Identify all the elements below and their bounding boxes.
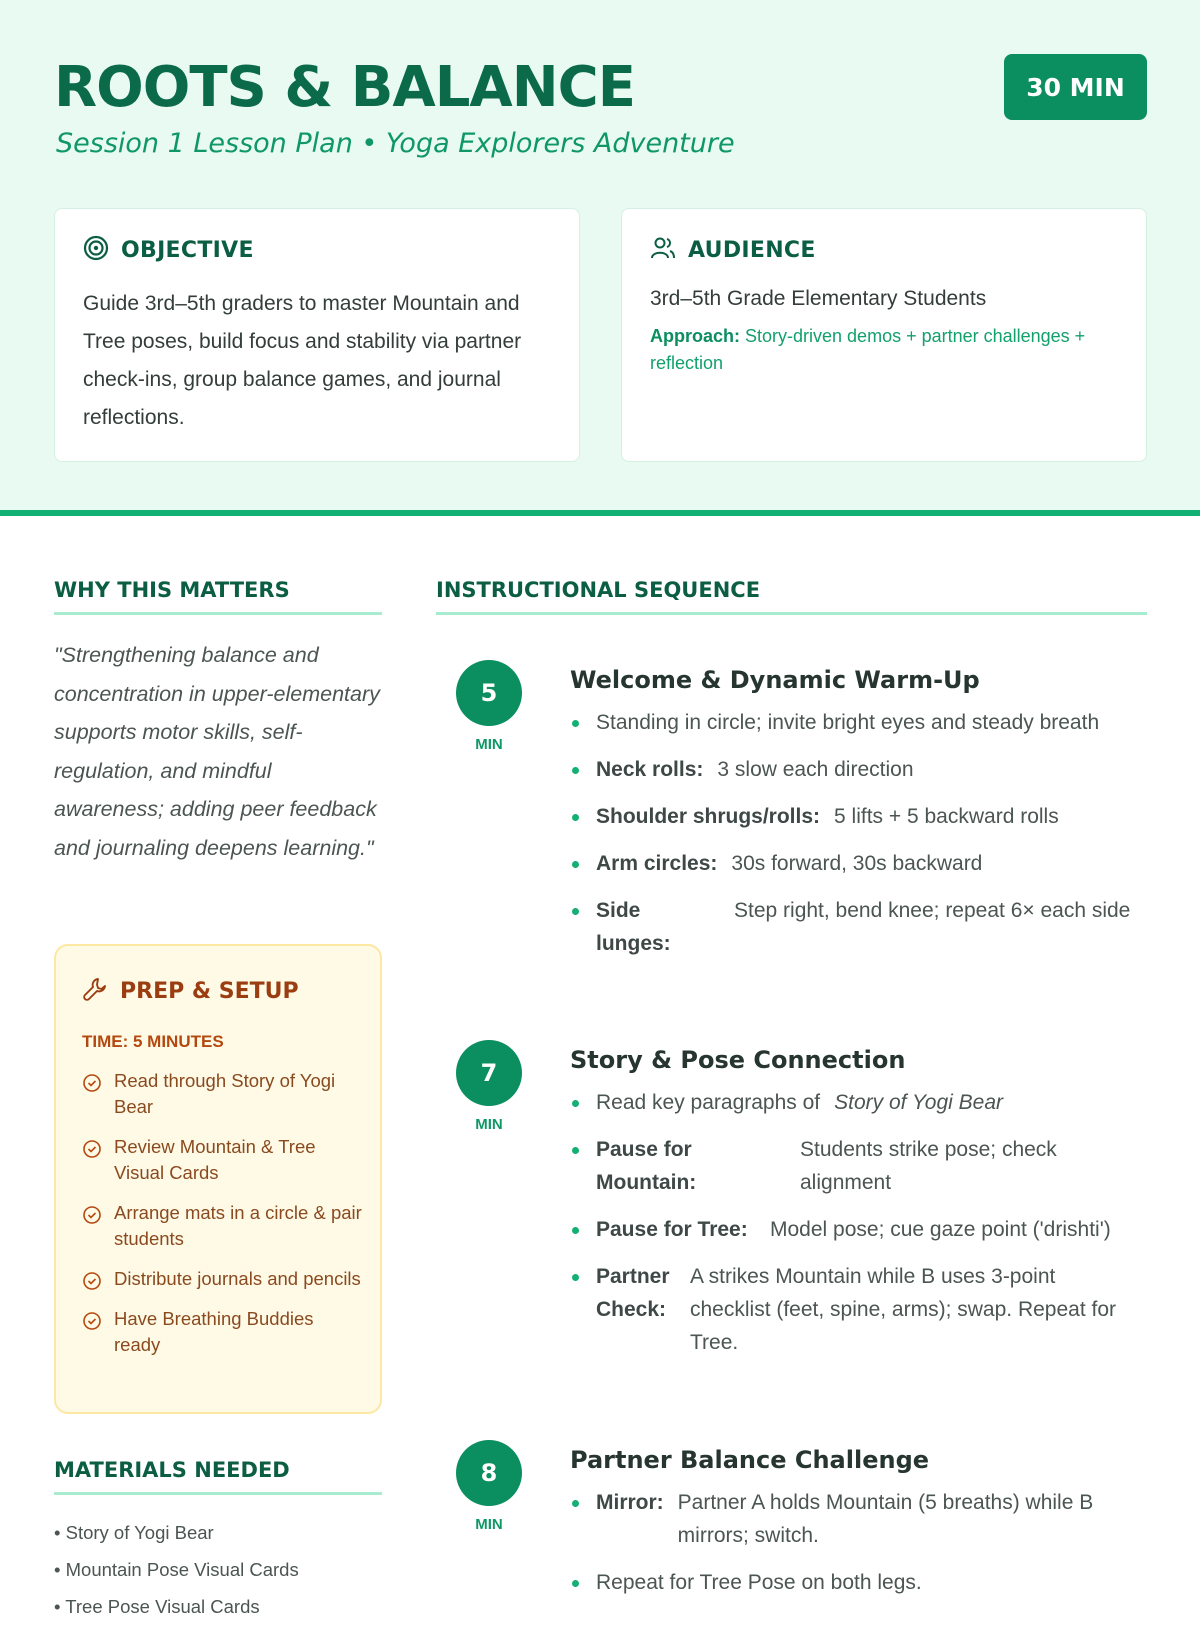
step-title: Partner Balance Challenge [570, 1446, 930, 1474]
prep-time: TIME: 5 MINUTES [82, 1032, 224, 1051]
audience-text: 3rd–5th Grade Elementary Students [650, 287, 987, 310]
target-icon [83, 235, 109, 266]
materials-item: • Story of Yogi Bear [54, 1522, 214, 1543]
step-item: Mirror: Partner A holds Mountain (5 breaths) while B mirrors; switch. [570, 1486, 1140, 1552]
step-min-label: MIN [475, 736, 503, 753]
prep-label: PREP & SETUP [120, 979, 299, 1004]
approach-value: Story-driven demos + partner challenges + reflection [650, 326, 1086, 373]
step-minutes: 5 [456, 660, 522, 726]
check-circle-icon [82, 1073, 102, 1093]
step-item: Pause for Mountain: Students strike pose; check alignment [570, 1133, 1140, 1199]
step-item: Shoulder shrugs/rolls: 5 lifts + 5 backward rolls [570, 800, 1140, 833]
step-item: Partner Check: A strikes Mountain while B uses 3-point checklist (feet, spine, arms); swap. Repeat for Tree. [570, 1260, 1140, 1359]
step-item: Standing in circle; invite bright eyes and steady breath [570, 706, 1140, 739]
prep-card [54, 944, 382, 1414]
materials-item: • Tree Pose Visual Cards [54, 1596, 260, 1617]
check-circle-icon [82, 1139, 102, 1159]
page-subtitle: Session 1 Lesson Plan • Yoga Explorers Adventure [56, 128, 735, 159]
prep-item: Distribute journals and pencils [82, 1266, 362, 1292]
approach-label: Approach: [650, 326, 740, 346]
prep-item: Arrange mats in a circle & pair students [82, 1200, 362, 1252]
audience-card [621, 208, 1147, 462]
prep-item: Read through Story of Yogi Bear [82, 1068, 362, 1120]
objective-card [54, 208, 580, 462]
objective-label: OBJECTIVE [121, 238, 254, 263]
why-quote: "Strengthening balance and concentration in upper-elementary supports motor skills, self-regulation, and mindful awareness; adding peer feedback and journaling deepens learning." [54, 643, 380, 860]
objective-text: Guide 3rd–5th graders to master Mountain and Tree poses, build focus and stability via partner check-ins, group balance games, and journal reflections. [83, 292, 522, 429]
why-heading: WHY THIS MATTERS [54, 578, 382, 615]
step-min-label: MIN [475, 1116, 503, 1133]
step-min-label: MIN [475, 1516, 503, 1533]
step-item: Arm circles: 30s forward, 30s backward [570, 847, 1140, 880]
audience-label: AUDIENCE [688, 238, 816, 263]
materials-item: • Mountain Pose Visual Cards [54, 1559, 299, 1580]
step-title: Welcome & Dynamic Warm-Up [570, 666, 980, 694]
objective-header [83, 235, 254, 266]
step-list [570, 1486, 1140, 1613]
materials-list [54, 1514, 382, 1625]
step-list [570, 1086, 1140, 1373]
prep-header [82, 976, 299, 1007]
step-minutes: 8 [456, 1440, 522, 1506]
page-title: ROOTS & BALANCE [54, 55, 635, 120]
header-band [0, 0, 1200, 516]
step-item: Pause for Tree: Model pose; cue gaze point ('drishti') [570, 1213, 1140, 1246]
approach-text [650, 323, 1122, 377]
step-list [570, 706, 1140, 974]
step-minutes: 7 [456, 1040, 522, 1106]
wrench-icon [82, 976, 108, 1007]
check-circle-icon [82, 1205, 102, 1225]
users-icon [650, 235, 676, 266]
prep-item: Review Mountain & Tree Visual Cards [82, 1134, 362, 1186]
sequence-heading: INSTRUCTIONAL SEQUENCE [436, 578, 1147, 615]
step-item: Read key paragraphs of Story of Yogi Bear [570, 1086, 1140, 1119]
check-circle-icon [82, 1271, 102, 1291]
materials-heading: MATERIALS NEEDED [54, 1458, 382, 1495]
audience-header [650, 235, 816, 266]
prep-checklist [82, 1068, 362, 1372]
step-item: Side lunges: Step right, bend knee; repeat 6× each side [570, 894, 1140, 960]
step-item: Neck rolls: 3 slow each direction [570, 753, 1140, 786]
prep-item: Have Breathing Buddies ready [82, 1306, 362, 1358]
step-item: Repeat for Tree Pose on both legs. [570, 1566, 1140, 1599]
check-circle-icon [82, 1311, 102, 1331]
duration-badge: 30 MIN [1004, 54, 1147, 120]
step-title: Story & Pose Connection [570, 1046, 906, 1074]
